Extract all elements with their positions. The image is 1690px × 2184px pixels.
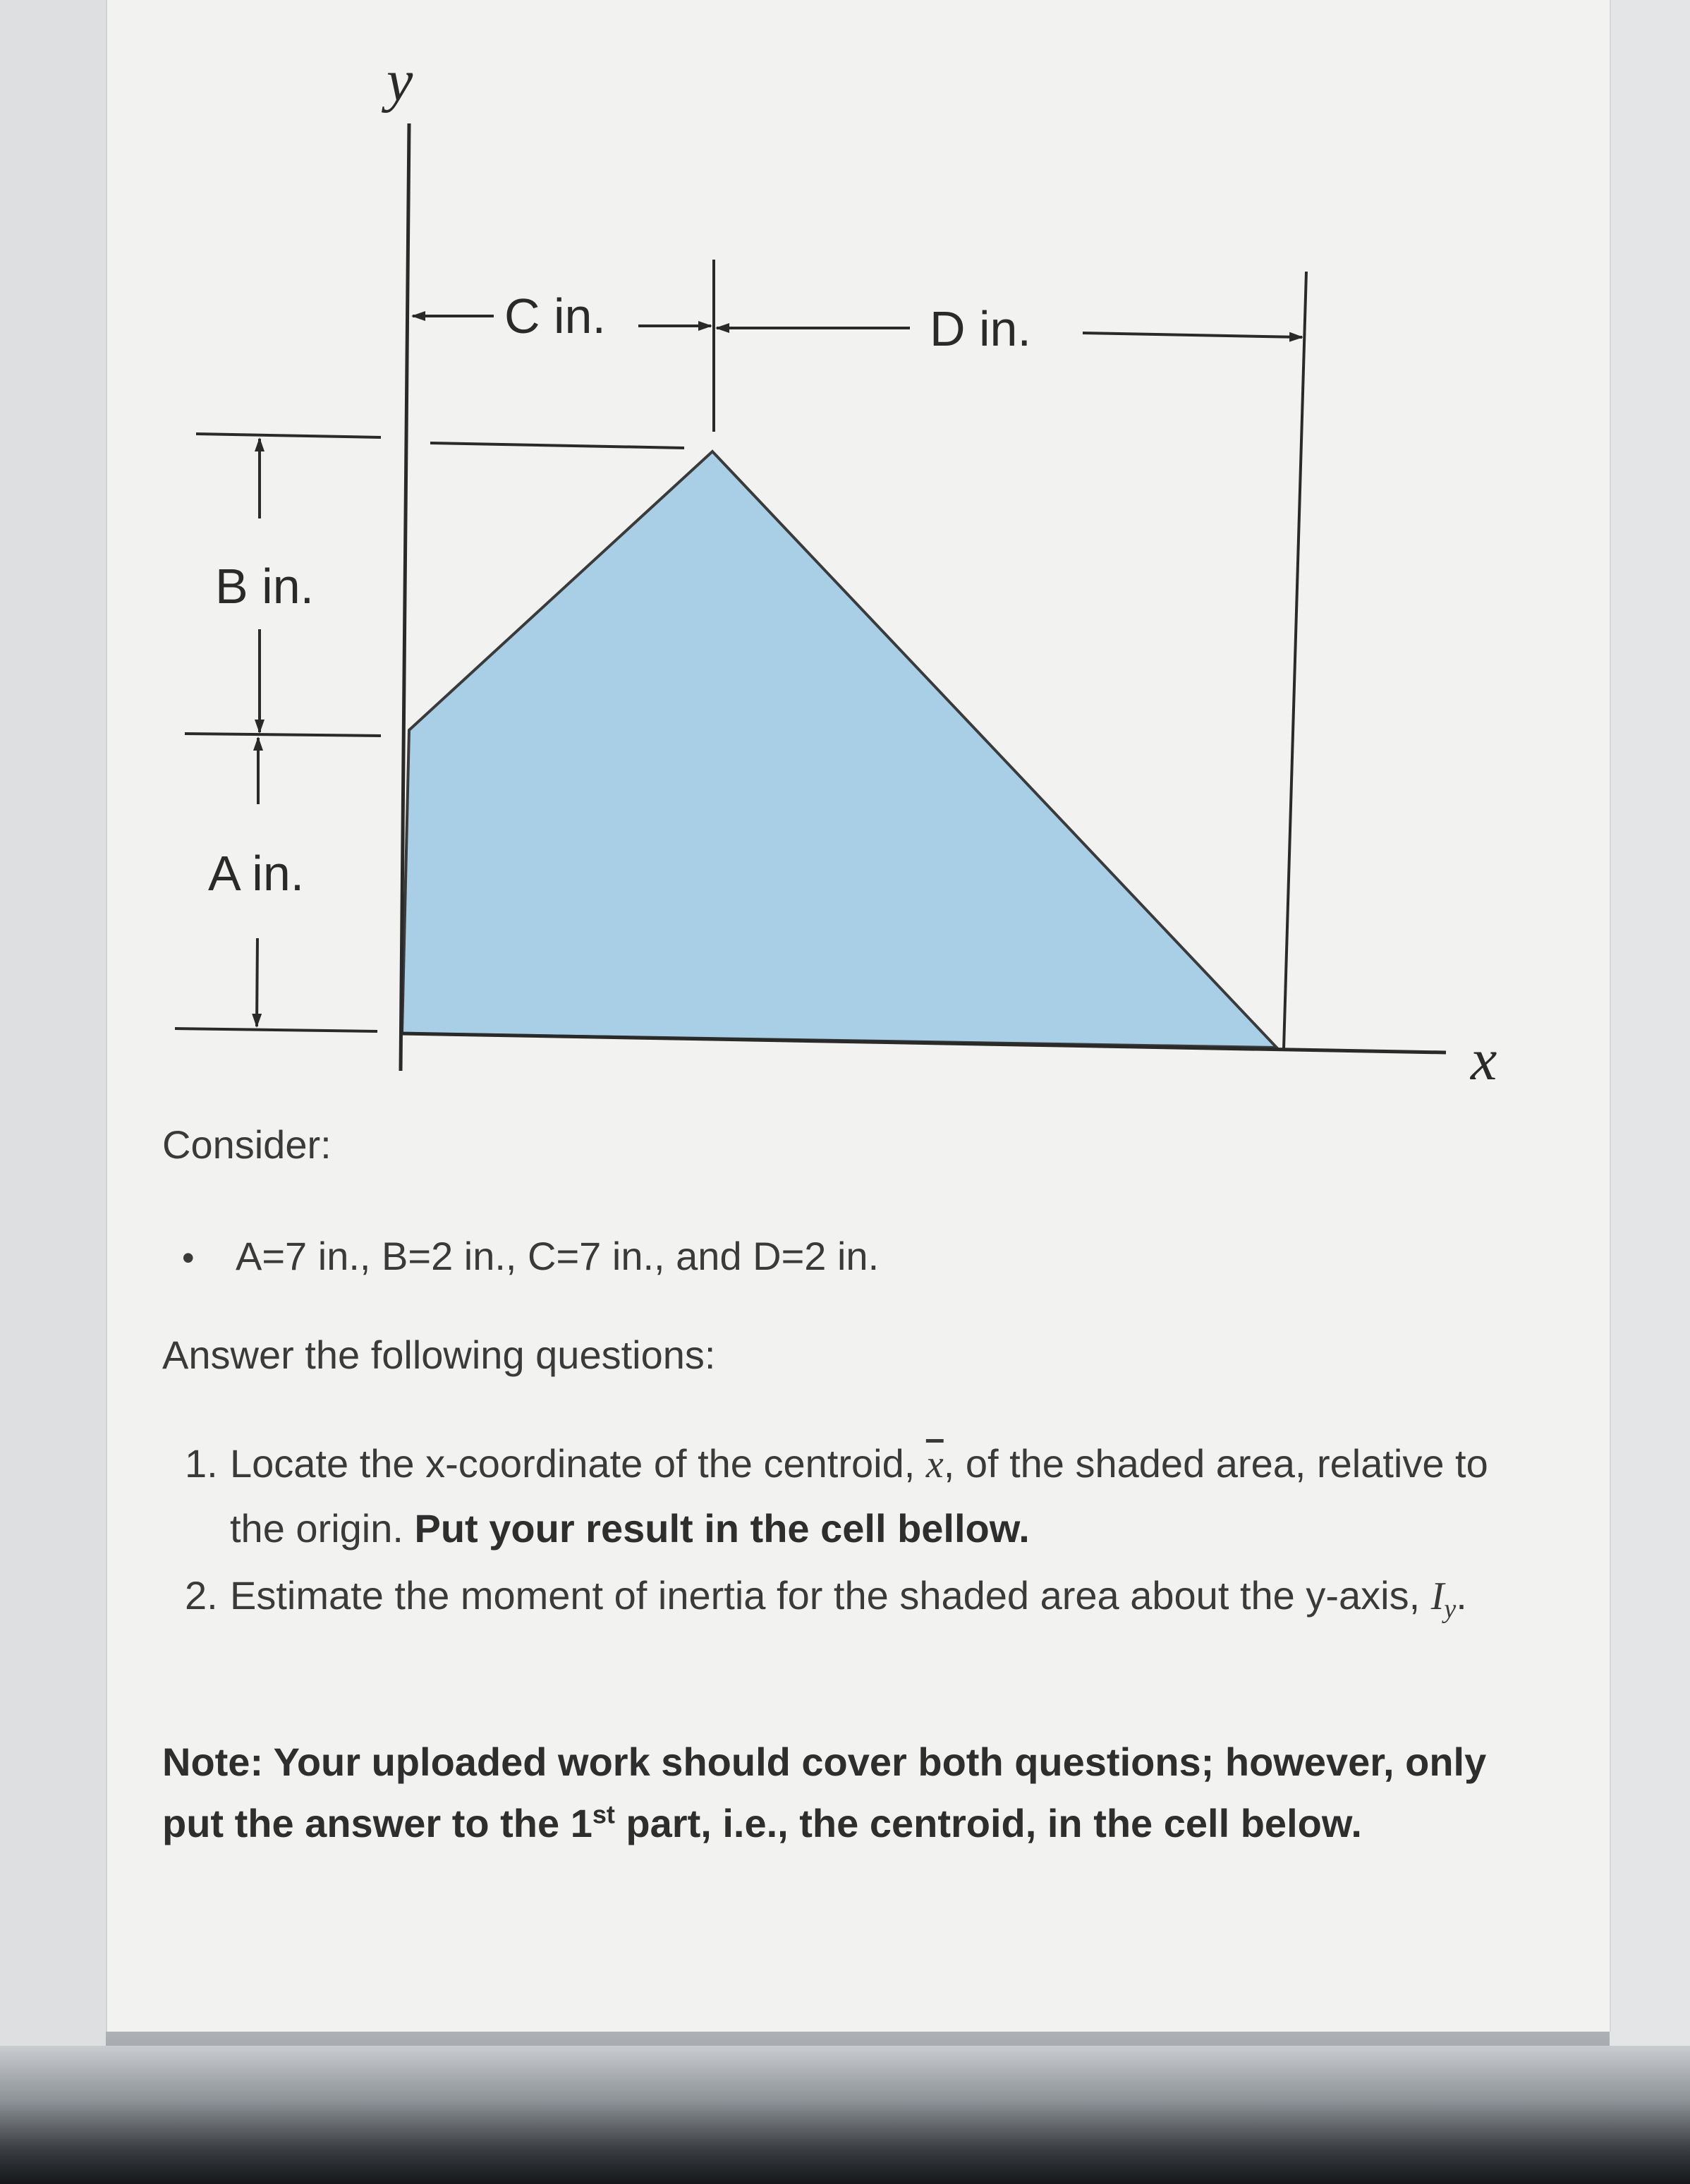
right-extension-line <box>1284 272 1306 1049</box>
c-dimension-label: C in. <box>504 289 606 344</box>
shaded-area <box>402 451 1277 1048</box>
given-values-list <box>182 1227 879 1285</box>
a-bottom-extension-line <box>175 1029 377 1031</box>
consider-heading: Consider: <box>162 1122 332 1167</box>
note-part-1: Note: Your uploaded work should cover both questions; however, only put the answer to the 1 <box>162 1740 1487 1845</box>
question-1-text-a: Locate the x-coordinate of the centroid, <box>230 1441 926 1486</box>
apex-height-line <box>430 443 684 448</box>
d-dimension-label: D in. <box>930 301 1031 356</box>
screen-bottom-edge <box>0 2046 1690 2184</box>
answer-heading: Answer the following questions: <box>162 1333 716 1377</box>
ab-division-line <box>185 734 381 736</box>
question-2-text-a: Estimate the moment of inertia for the shaded area about the y-axis, <box>230 1573 1431 1618</box>
b-top-extension-line <box>196 434 381 437</box>
question-2-text-b: . <box>1456 1573 1467 1618</box>
note-superscript: st <box>592 1800 615 1829</box>
question-2 <box>185 1564 1525 1631</box>
inertia-subscript: y <box>1444 1594 1457 1625</box>
question-2-number: 2. <box>185 1573 218 1618</box>
inertia-symbol: I <box>1430 1575 1445 1619</box>
given-values-item <box>182 1227 879 1285</box>
b-dimension-label: B in. <box>215 559 315 614</box>
y-axis-label: y <box>387 48 413 114</box>
note-part-2: part, i.e., the centroid, in the cell below. <box>614 1800 1362 1845</box>
question-1 <box>185 1432 1525 1560</box>
question-1-number: 1. <box>185 1441 218 1486</box>
given-values-text: A=7 in., B=2 in., C=7 in., and D=2 in. <box>236 1234 880 1278</box>
centroid-symbol: $\overline{x}$ <box>925 1443 944 1486</box>
x-axis-label: x <box>1471 1027 1497 1093</box>
a-dimension-label: A in. <box>208 846 305 901</box>
question-1-text-b: , of the shaded area, relative to the origin. <box>230 1441 1488 1551</box>
questions-list <box>185 1432 1525 1635</box>
question-1-emphasis: Put your result in the cell bellow. <box>414 1505 1030 1551</box>
note-text <box>162 1732 1502 1855</box>
d-dimension-arrow-right <box>1083 333 1302 337</box>
